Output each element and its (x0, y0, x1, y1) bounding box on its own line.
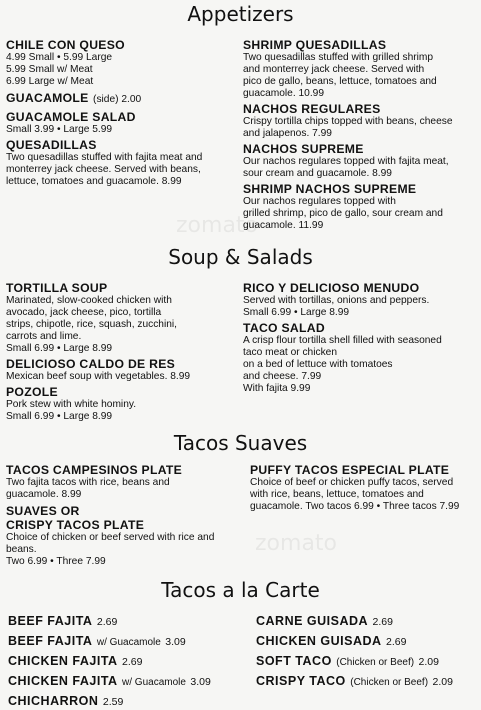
item-desc: guacamole. 11.99 (243, 220, 324, 231)
item-desc: 6.99 Large w/ Meat (6, 76, 94, 87)
item-desc: Small 6.99 • Large 8.99 (243, 307, 350, 318)
item-desc: lettuce, tomatoes and guacamole. 8.99 (6, 176, 182, 187)
item-desc: Choice of chicken or beef served with rice and (6, 532, 215, 543)
menu-item-guacamole-salad (6, 110, 236, 136)
item-name: PUFFY TACOS ESPECIAL PLATE (250, 463, 450, 477)
item-desc: monterrey jack cheese. Served with beans, (6, 164, 201, 175)
item-price: 3.09 (165, 636, 186, 648)
item-name: SUAVES OR (6, 504, 80, 518)
item-desc: Small 3.99 • Large 5.99 (6, 124, 113, 135)
item-name: POZOLE (6, 385, 58, 399)
menu-item-nachos-regulares (243, 102, 479, 140)
item-desc: sour cream and guacamole. 8.99 (243, 168, 392, 179)
item-name: NACHOS SUPREME (243, 142, 364, 156)
item-desc: Crispy tortilla chips topped with beans, cheese (243, 116, 453, 127)
carte-item (8, 632, 186, 650)
item-name: GUACAMOLE SALAD (6, 110, 136, 124)
section-title-tacos-carte: Tacos a la Carte (161, 578, 320, 602)
carte-item (256, 612, 393, 630)
item-name: TACOS CAMPESINOS PLATE (6, 463, 183, 477)
appetizers-left-column (6, 38, 236, 188)
menu-item-guacamole (6, 90, 236, 108)
item-desc: 4.99 Small • 5.99 Large (6, 52, 113, 63)
item-desc: 5.99 Small w/ Meat (6, 64, 93, 75)
item-name: CHILE CON QUESO (6, 38, 125, 52)
item-price: 2.69 (372, 616, 393, 628)
item-name: CHICKEN FAJITA (8, 654, 118, 668)
item-desc: guacamole. Two tacos 6.99 • Three tacos 7.99 (250, 501, 460, 512)
item-price: 3.09 (190, 676, 211, 688)
menu-item-pozole (6, 385, 238, 423)
menu-item-suaves-crispy (6, 504, 242, 568)
item-price: 2.69 (96, 616, 118, 628)
menu-item-shrimp-quesadillas (243, 38, 479, 100)
item-name: GUACAMOLE (6, 91, 89, 105)
item-name: QUESADILLAS (6, 138, 97, 152)
carte-item (8, 652, 142, 670)
item-desc: guacamole. 8.99 (6, 489, 82, 500)
item-desc: beans. (6, 544, 37, 555)
soup-left-column (6, 281, 238, 423)
item-name: RICO Y DELICIOSO MENUDO (243, 281, 420, 295)
item-name: CARNE GUISADA (256, 614, 369, 628)
item-desc: avocado, jack cheese, pico, tortilla (6, 307, 162, 318)
item-desc: Small 6.99 • Large 8.99 (6, 411, 113, 422)
item-name: CRISPY TACO (256, 674, 346, 688)
menu-item-chile-con-queso (6, 38, 236, 88)
item-name: DELICIOSO CALDO DE RES (6, 357, 176, 371)
menu-item-tacos-campesinos (6, 463, 242, 501)
carte-item (8, 612, 117, 630)
item-desc: grilled shrimp, pico de gallo, sour cream and (243, 208, 443, 219)
item-desc: Two quesadillas stuffed with fajita meat and (6, 152, 203, 163)
item-desc: Two fajita tacos with rice, beans and (6, 477, 170, 488)
item-name: CRISPY TACOS PLATE (6, 518, 145, 532)
item-desc: Small 6.99 • Large 8.99 (6, 343, 113, 354)
menu-item-caldo-de-res (6, 357, 238, 383)
item-desc: Pork stew with white hominy. (6, 399, 137, 410)
item-desc: pico de gallo, beans, lettuce, tomatoes and (243, 76, 437, 87)
item-name: TACO SALAD (243, 321, 325, 335)
item-desc: and cheese. 7.99 (243, 371, 322, 382)
carte-item (8, 672, 211, 690)
item-desc: (side) 2.00 (93, 94, 142, 105)
item-price: 2.59 (102, 696, 124, 708)
item-note: (Chicken or Beef) (350, 677, 429, 688)
carte-item (256, 632, 406, 650)
item-name: BEEF FAJITA (8, 634, 93, 648)
menu-item-menudo (243, 281, 479, 319)
item-desc: Choice of beef or chicken puffy tacos, served (250, 477, 454, 488)
appetizers-right-column (243, 38, 479, 232)
item-desc: and monterrey jack cheese. Served with (243, 64, 425, 75)
item-name: BEEF FAJITA (8, 614, 93, 628)
item-desc: guacamole. 10.99 (243, 88, 324, 99)
item-name: NACHOS REGULARES (243, 102, 381, 116)
carte-item (256, 672, 453, 690)
item-name: SOFT TACO (256, 654, 332, 668)
item-desc: Two 6.99 • Three 7.99 (6, 556, 106, 567)
menu-item-puffy-tacos (250, 463, 479, 513)
item-desc: Our nachos regulares topped with fajita meat, (243, 156, 449, 167)
item-note: w/ Guacamole (122, 677, 186, 688)
item-price: 2.09 (432, 676, 453, 688)
carte-item (8, 692, 123, 710)
item-desc: With fajita 9.99 (243, 383, 311, 394)
menu-item-nachos-supreme (243, 142, 479, 180)
item-name: TORTILLA SOUP (6, 281, 108, 295)
item-desc: carrots and lime. (6, 331, 82, 342)
watermark: zomato (176, 213, 259, 238)
soup-right-column (243, 281, 479, 395)
suaves-right-column (250, 463, 479, 513)
item-note: w/ Guacamole (96, 637, 161, 648)
item-desc: Marinated, slow-cooked chicken with (6, 295, 172, 306)
menu-item-tortilla-soup (6, 281, 238, 355)
suaves-left-column (6, 463, 242, 568)
item-price: 2.69 (122, 656, 143, 668)
section-title-soup-salads: Soup & Salads (168, 245, 313, 269)
item-name: CHICHARRON (8, 694, 99, 708)
item-desc: strips, chipotle, rice, squash, zucchini, (6, 319, 177, 330)
watermark: zomato (255, 531, 338, 556)
item-desc: Two quesadillas stuffed with grilled shrimp (243, 52, 434, 63)
item-desc: taco meat or chicken (243, 347, 337, 358)
item-desc: with rice, beans, lettuce, tomatoes and (250, 489, 424, 500)
menu-item-shrimp-nachos-supreme (243, 182, 479, 232)
item-desc: Our nachos regulares topped with (243, 196, 396, 207)
section-title-appetizers: Appetizers (187, 2, 294, 26)
menu-item-quesadillas (6, 138, 236, 188)
item-price: 2.09 (418, 656, 439, 668)
item-name: SHRIMP NACHOS SUPREME (243, 182, 417, 196)
item-desc: on a bed of lettuce with tomatoes (243, 359, 393, 370)
item-name: CHICKEN FAJITA (8, 674, 118, 688)
item-name: SHRIMP QUESADILLAS (243, 38, 387, 52)
item-desc: Served with tortillas, onions and peppers. (243, 295, 430, 306)
carte-item (256, 652, 439, 670)
section-title-tacos-suaves: Tacos Suaves (173, 431, 308, 455)
item-price: 2.69 (386, 636, 407, 648)
item-desc: and jalapenos. 7.99 (243, 128, 332, 139)
item-note: (Chicken or Beef) (336, 657, 415, 668)
item-name: CHICKEN GUISADA (256, 634, 382, 648)
menu-item-taco-salad (243, 321, 479, 395)
item-desc: Mexican beef soup with vegetables. 8.99 (6, 371, 191, 382)
item-desc: A crisp flour tortilla shell filled with seasoned (243, 335, 442, 346)
